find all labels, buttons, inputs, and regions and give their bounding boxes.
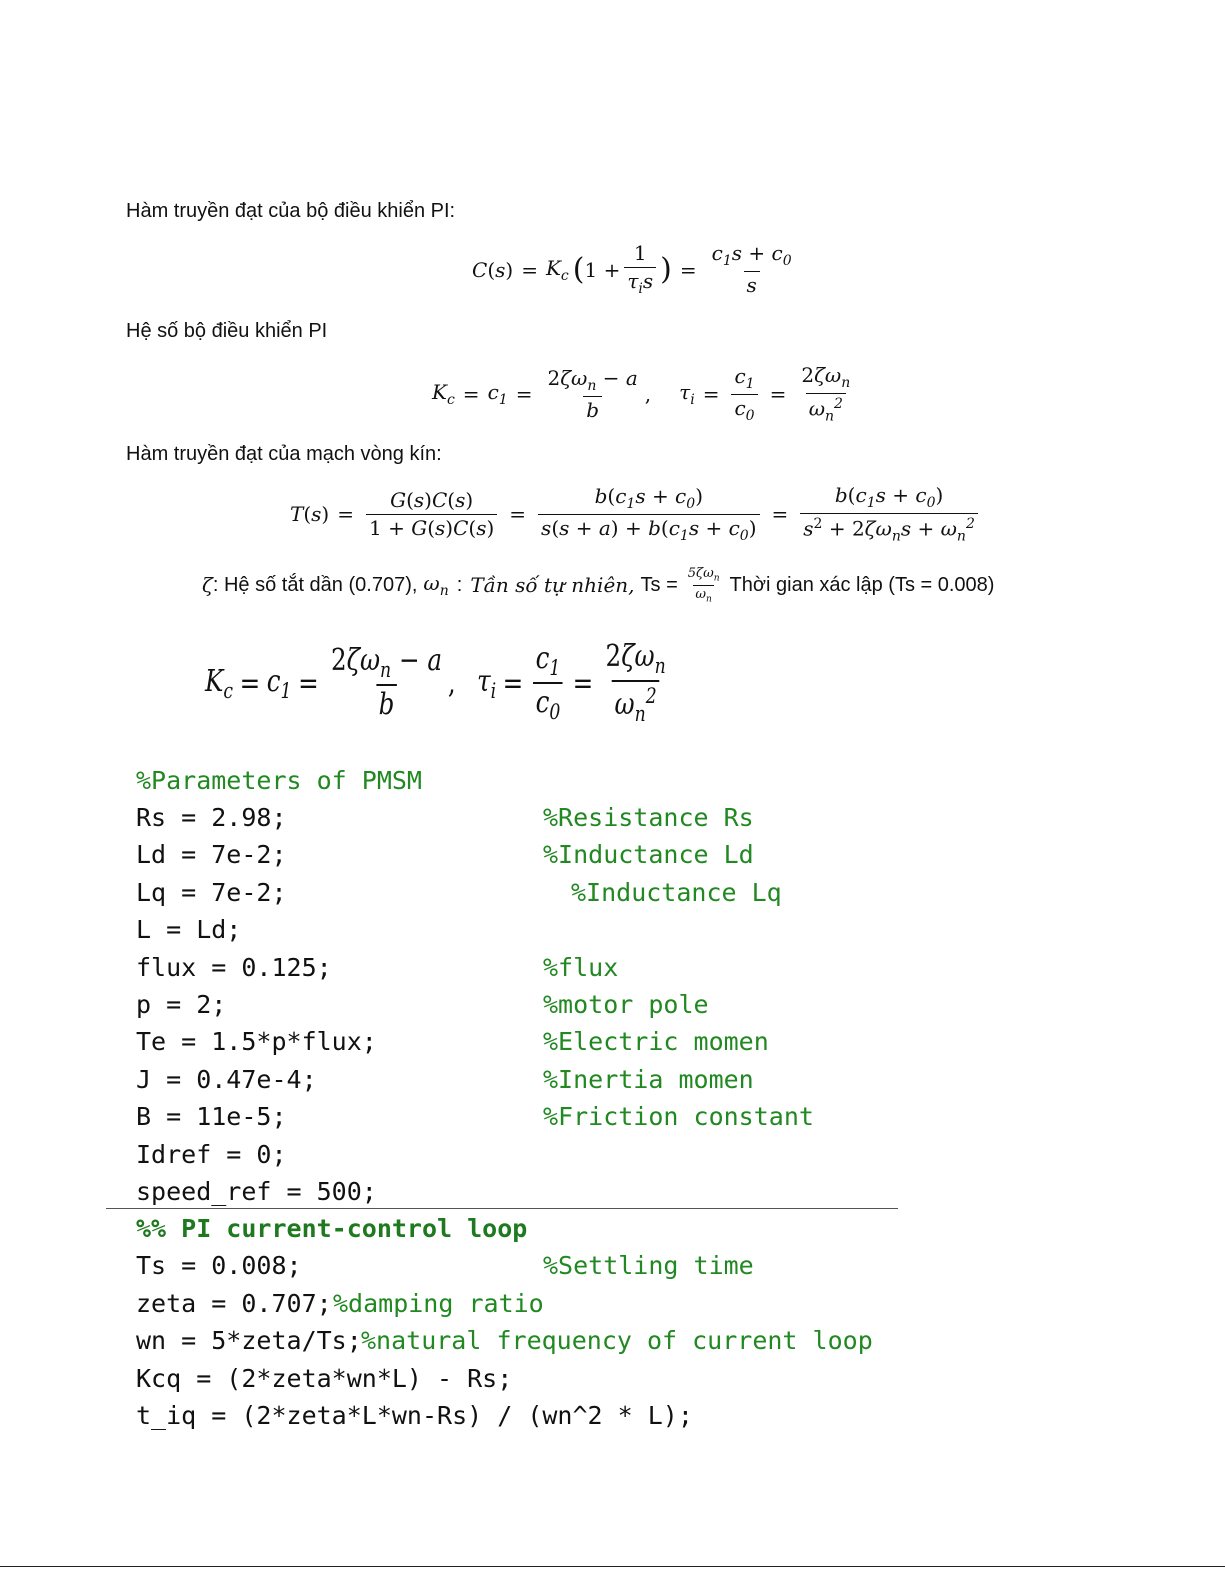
code-comment: %Resistance Rs	[543, 803, 754, 832]
code-comment: %damping ratio	[333, 1289, 544, 1318]
code-line: J = 0.47e-4;	[136, 1065, 317, 1094]
equation-pi-gains: $K_c$ = $c_1$ = $\frac{2\zeta\omega_n - a}{b}$ , $\tau_i$ = $\frac{c_1}{c_0}$ = $\frac{2\zeta\omega_n}{\omega_n^2}$	[432, 363, 851, 425]
equation-pi-gains-large: $K_c$ = $c_1$ = $\frac{2\zeta\omega_n - a}{b}$ , $\tau_i$ = $\frac{c_1}{c_0}$ = $\frac{2\zeta\omega_n}{\omega_n^2}$	[205, 639, 666, 727]
code-line: zeta = 0.707;	[136, 1289, 332, 1318]
code-section-header: %% PI current-control loop	[136, 1214, 528, 1243]
code-line: speed_ref = 500;	[136, 1177, 377, 1206]
code-line: wn = 5*zeta/Ts;	[136, 1326, 362, 1355]
code-line: Ld = 7e-2;	[136, 840, 287, 869]
code-comment: %motor pole	[543, 990, 709, 1019]
code-line: Te = 1.5*p*flux;	[136, 1027, 377, 1056]
note-natural-frequency: Tần số tự nhiên,	[470, 573, 635, 598]
code-line: flux = 0.125;	[136, 953, 332, 982]
zeta-symbol: ζ	[202, 573, 213, 598]
code-line: Lq = 7e-2;	[136, 878, 287, 907]
ts-fraction: $\frac{5\zeta\omega_n}{\omega_n}$	[687, 566, 720, 605]
code-line: t_iq = (2*zeta*L*wn-Rs) / (wn^2 * L);	[136, 1401, 693, 1430]
code-line: Ts = 0.008;	[136, 1251, 302, 1280]
omega-symbol: $\omega_n$	[423, 571, 449, 600]
code-line: p = 2;	[136, 990, 227, 1019]
paragraph-pi-coefficients: Hệ số bộ điều khiển PI	[126, 320, 328, 342]
code-line: Kcq = (2*zeta*wn*L) - Rs;	[136, 1364, 513, 1393]
parameter-note: ζ : Hệ số tắt dần (0.707), $\omega_n$ : Tần số tự nhiên, Ts = $\frac{5\zeta\omega_n}{\omega_n}$ Thời gian xác lập (Ts = 0.008)	[202, 566, 995, 605]
code-comment: %Electric momen	[543, 1027, 769, 1056]
equation-pi-transfer: C ( s ) = $K_c$ ( 1 + $\frac{1}{\tau_is}$ ) = $\frac{c_1s + c_0}{s}$	[472, 241, 792, 298]
equation-closed-loop: T ( s ) = $\frac{G(s)C(s)}{1 + G(s)C(s)}$ = $\frac{b(c_1s + c_0)}{s(s + a) + b(c_1s + c_0)}$ = $\frac{b(c_1s + c_0)}{s^2 + 2\zeta\omega_ns + \omega_n^2}$	[290, 484, 982, 545]
code-line: B = 11e-5;	[136, 1102, 287, 1131]
code-comment: %Parameters of PMSM	[136, 766, 422, 795]
code-comment: %Settling time	[543, 1251, 754, 1280]
code-comment: %Friction constant	[543, 1102, 814, 1131]
note-settling-time: Thời gian xác lập (Ts = 0.008)	[729, 573, 995, 596]
note-ts-label: Ts =	[640, 573, 678, 596]
code-comment: %Inertia momen	[543, 1065, 754, 1094]
paragraph-pi-transfer: Hàm truyền đạt của bộ điều khiển PI:	[126, 200, 456, 222]
note-damping: : Hệ số tắt dần (0.707),	[212, 573, 418, 596]
code-line: Idref = 0;	[136, 1140, 287, 1169]
code-comment: %natural frequency of current loop	[361, 1326, 873, 1355]
code-comment: %flux	[543, 953, 619, 982]
paragraph-closed-loop: Hàm truyền đạt của mạch vòng kín:	[126, 443, 442, 465]
cell-divider	[106, 1208, 898, 1209]
code-comment: %Inductance Ld	[543, 840, 754, 869]
page-bottom-border	[0, 1566, 1225, 1567]
code-line: Rs = 2.98;	[136, 803, 287, 832]
code-comment: %Inductance Lq	[571, 878, 782, 907]
code-line: L = Ld;	[136, 915, 242, 944]
